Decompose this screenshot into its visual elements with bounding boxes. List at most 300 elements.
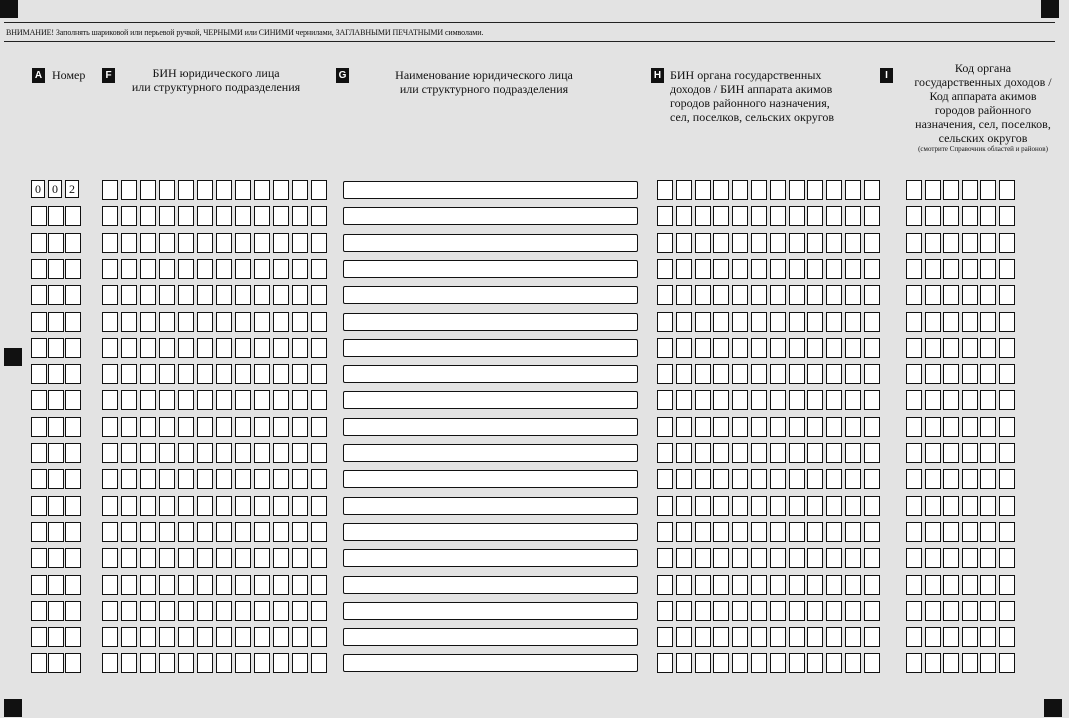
revenue-bin-cell[interactable]	[864, 627, 880, 647]
revenue-bin-cell[interactable]	[732, 364, 748, 384]
bin-cell[interactable]	[140, 575, 156, 595]
bin-cell[interactable]	[311, 522, 327, 542]
revenue-bin-cell[interactable]	[845, 233, 861, 253]
number-cell[interactable]	[31, 575, 47, 595]
number-cell[interactable]	[31, 548, 47, 568]
revenue-bin-cell[interactable]	[845, 469, 861, 489]
revenue-bin-cell[interactable]	[864, 601, 880, 621]
number-cell[interactable]	[48, 285, 64, 305]
bin-cell[interactable]	[254, 627, 270, 647]
revenue-bin-cell[interactable]	[770, 206, 786, 226]
revenue-bin-cell[interactable]	[657, 443, 673, 463]
revenue-bin-cell[interactable]	[826, 206, 842, 226]
revenue-code-cell[interactable]	[999, 548, 1015, 568]
revenue-bin-cell[interactable]	[845, 259, 861, 279]
entity-name-field[interactable]	[343, 602, 638, 620]
revenue-code-cell[interactable]	[925, 259, 941, 279]
revenue-bin-cell[interactable]	[807, 338, 823, 358]
bin-cell[interactable]	[273, 285, 289, 305]
bin-cell[interactable]	[254, 312, 270, 332]
bin-cell[interactable]	[197, 285, 213, 305]
bin-cell[interactable]	[178, 601, 194, 621]
revenue-bin-cell[interactable]	[789, 206, 805, 226]
bin-cell[interactable]	[235, 522, 251, 542]
number-cell[interactable]	[65, 285, 81, 305]
bin-cell[interactable]	[178, 338, 194, 358]
bin-cell[interactable]	[273, 496, 289, 516]
revenue-bin-cell[interactable]	[713, 180, 729, 200]
bin-cell[interactable]	[311, 233, 327, 253]
bin-cell[interactable]	[140, 469, 156, 489]
revenue-bin-cell[interactable]	[695, 522, 711, 542]
revenue-bin-cell[interactable]	[695, 601, 711, 621]
bin-cell[interactable]	[273, 417, 289, 437]
revenue-code-cell[interactable]	[943, 627, 959, 647]
revenue-bin-cell[interactable]	[845, 312, 861, 332]
revenue-bin-cell[interactable]	[845, 338, 861, 358]
revenue-bin-cell[interactable]	[751, 443, 767, 463]
entity-name-field[interactable]	[343, 207, 638, 225]
revenue-bin-cell[interactable]	[695, 180, 711, 200]
revenue-bin-cell[interactable]	[789, 627, 805, 647]
revenue-bin-cell[interactable]	[845, 496, 861, 516]
revenue-bin-cell[interactable]	[695, 417, 711, 437]
bin-cell[interactable]	[197, 469, 213, 489]
revenue-code-cell[interactable]	[980, 180, 996, 200]
bin-cell[interactable]	[235, 469, 251, 489]
revenue-bin-cell[interactable]	[676, 180, 692, 200]
revenue-code-cell[interactable]	[962, 417, 978, 437]
revenue-bin-cell[interactable]	[657, 653, 673, 673]
bin-cell[interactable]	[159, 180, 175, 200]
revenue-bin-cell[interactable]	[713, 496, 729, 516]
revenue-bin-cell[interactable]	[789, 364, 805, 384]
number-cell[interactable]	[65, 548, 81, 568]
revenue-code-cell[interactable]	[999, 653, 1015, 673]
revenue-bin-cell[interactable]	[864, 443, 880, 463]
bin-cell[interactable]	[216, 469, 232, 489]
bin-cell[interactable]	[178, 469, 194, 489]
bin-cell[interactable]	[235, 259, 251, 279]
bin-cell[interactable]	[121, 338, 137, 358]
bin-cell[interactable]	[102, 575, 118, 595]
revenue-code-cell[interactable]	[906, 575, 922, 595]
bin-cell[interactable]	[254, 206, 270, 226]
bin-cell[interactable]	[121, 233, 137, 253]
bin-cell[interactable]	[216, 364, 232, 384]
bin-cell[interactable]	[292, 206, 308, 226]
number-cell[interactable]	[48, 259, 64, 279]
revenue-code-cell[interactable]	[999, 575, 1015, 595]
revenue-code-cell[interactable]	[962, 233, 978, 253]
revenue-code-cell[interactable]	[943, 233, 959, 253]
revenue-code-cell[interactable]	[925, 548, 941, 568]
number-cell[interactable]	[48, 206, 64, 226]
bin-cell[interactable]	[311, 627, 327, 647]
bin-cell[interactable]	[159, 496, 175, 516]
revenue-code-cell[interactable]	[925, 627, 941, 647]
number-cell[interactable]	[65, 259, 81, 279]
number-cell[interactable]	[48, 496, 64, 516]
number-cell[interactable]	[31, 390, 47, 410]
revenue-bin-cell[interactable]	[770, 653, 786, 673]
revenue-code-cell[interactable]	[980, 233, 996, 253]
revenue-bin-cell[interactable]	[864, 575, 880, 595]
bin-cell[interactable]	[197, 390, 213, 410]
revenue-bin-cell[interactable]	[807, 206, 823, 226]
revenue-code-cell[interactable]	[999, 443, 1015, 463]
number-cell[interactable]	[65, 364, 81, 384]
revenue-bin-cell[interactable]	[751, 364, 767, 384]
number-cell[interactable]	[65, 417, 81, 437]
revenue-code-cell[interactable]	[943, 443, 959, 463]
revenue-code-cell[interactable]	[943, 469, 959, 489]
revenue-code-cell[interactable]	[980, 312, 996, 332]
revenue-code-cell[interactable]	[980, 548, 996, 568]
bin-cell[interactable]	[159, 469, 175, 489]
bin-cell[interactable]	[102, 443, 118, 463]
revenue-bin-cell[interactable]	[770, 522, 786, 542]
number-cell[interactable]: 0	[31, 180, 45, 198]
revenue-bin-cell[interactable]	[657, 469, 673, 489]
bin-cell[interactable]	[273, 364, 289, 384]
bin-cell[interactable]	[121, 653, 137, 673]
revenue-code-cell[interactable]	[962, 259, 978, 279]
bin-cell[interactable]	[197, 259, 213, 279]
bin-cell[interactable]	[121, 364, 137, 384]
revenue-code-cell[interactable]	[943, 338, 959, 358]
bin-cell[interactable]	[102, 285, 118, 305]
bin-cell[interactable]	[178, 627, 194, 647]
bin-cell[interactable]	[178, 206, 194, 226]
bin-cell[interactable]	[178, 364, 194, 384]
bin-cell[interactable]	[235, 180, 251, 200]
bin-cell[interactable]	[159, 417, 175, 437]
revenue-bin-cell[interactable]	[864, 285, 880, 305]
revenue-bin-cell[interactable]	[713, 443, 729, 463]
revenue-bin-cell[interactable]	[695, 338, 711, 358]
revenue-code-cell[interactable]	[980, 285, 996, 305]
revenue-bin-cell[interactable]	[732, 548, 748, 568]
revenue-bin-cell[interactable]	[770, 390, 786, 410]
revenue-code-cell[interactable]	[906, 601, 922, 621]
revenue-bin-cell[interactable]	[845, 575, 861, 595]
number-cell[interactable]	[31, 601, 47, 621]
number-cell[interactable]	[31, 364, 47, 384]
revenue-code-cell[interactable]	[925, 496, 941, 516]
revenue-bin-cell[interactable]	[695, 233, 711, 253]
revenue-bin-cell[interactable]	[864, 364, 880, 384]
bin-cell[interactable]	[254, 601, 270, 621]
bin-cell[interactable]	[292, 417, 308, 437]
bin-cell[interactable]	[254, 548, 270, 568]
number-cell[interactable]: 0	[48, 180, 62, 198]
bin-cell[interactable]	[273, 601, 289, 621]
bin-cell[interactable]	[102, 496, 118, 516]
revenue-bin-cell[interactable]	[789, 417, 805, 437]
bin-cell[interactable]	[254, 653, 270, 673]
revenue-bin-cell[interactable]	[751, 469, 767, 489]
bin-cell[interactable]	[254, 575, 270, 595]
revenue-bin-cell[interactable]	[657, 259, 673, 279]
bin-cell[interactable]	[178, 496, 194, 516]
bin-cell[interactable]	[292, 522, 308, 542]
revenue-bin-cell[interactable]	[770, 417, 786, 437]
revenue-code-cell[interactable]	[962, 522, 978, 542]
number-cell[interactable]	[31, 496, 47, 516]
revenue-bin-cell[interactable]	[713, 548, 729, 568]
bin-cell[interactable]	[102, 522, 118, 542]
revenue-bin-cell[interactable]	[845, 206, 861, 226]
revenue-bin-cell[interactable]	[770, 627, 786, 647]
revenue-code-cell[interactable]	[999, 496, 1015, 516]
revenue-bin-cell[interactable]	[807, 180, 823, 200]
bin-cell[interactable]	[216, 417, 232, 437]
number-cell[interactable]	[48, 627, 64, 647]
revenue-bin-cell[interactable]	[845, 180, 861, 200]
revenue-bin-cell[interactable]	[807, 496, 823, 516]
revenue-code-cell[interactable]	[906, 548, 922, 568]
bin-cell[interactable]	[216, 601, 232, 621]
bin-cell[interactable]	[311, 575, 327, 595]
revenue-bin-cell[interactable]	[807, 522, 823, 542]
bin-cell[interactable]	[216, 653, 232, 673]
entity-name-field[interactable]	[343, 391, 638, 409]
revenue-code-cell[interactable]	[906, 233, 922, 253]
revenue-bin-cell[interactable]	[713, 259, 729, 279]
revenue-bin-cell[interactable]	[676, 443, 692, 463]
number-cell[interactable]	[48, 601, 64, 621]
bin-cell[interactable]	[216, 443, 232, 463]
bin-cell[interactable]	[178, 312, 194, 332]
revenue-bin-cell[interactable]	[751, 601, 767, 621]
bin-cell[interactable]	[235, 233, 251, 253]
bin-cell[interactable]	[235, 627, 251, 647]
revenue-bin-cell[interactable]	[807, 443, 823, 463]
bin-cell[interactable]	[102, 417, 118, 437]
revenue-bin-cell[interactable]	[751, 496, 767, 516]
bin-cell[interactable]	[235, 496, 251, 516]
bin-cell[interactable]	[121, 496, 137, 516]
revenue-bin-cell[interactable]	[789, 653, 805, 673]
revenue-bin-cell[interactable]	[695, 285, 711, 305]
bin-cell[interactable]	[311, 417, 327, 437]
bin-cell[interactable]	[197, 364, 213, 384]
revenue-code-cell[interactable]	[980, 390, 996, 410]
bin-cell[interactable]	[140, 233, 156, 253]
bin-cell[interactable]	[311, 469, 327, 489]
revenue-code-cell[interactable]	[925, 390, 941, 410]
revenue-bin-cell[interactable]	[732, 575, 748, 595]
entity-name-field[interactable]	[343, 628, 638, 646]
revenue-code-cell[interactable]	[980, 259, 996, 279]
bin-cell[interactable]	[216, 390, 232, 410]
bin-cell[interactable]	[140, 180, 156, 200]
revenue-bin-cell[interactable]	[657, 548, 673, 568]
revenue-code-cell[interactable]	[999, 601, 1015, 621]
bin-cell[interactable]	[140, 496, 156, 516]
revenue-bin-cell[interactable]	[864, 233, 880, 253]
bin-cell[interactable]	[292, 443, 308, 463]
revenue-bin-cell[interactable]	[713, 417, 729, 437]
revenue-bin-cell[interactable]	[864, 417, 880, 437]
revenue-bin-cell[interactable]	[695, 259, 711, 279]
bin-cell[interactable]	[140, 548, 156, 568]
revenue-code-cell[interactable]	[925, 653, 941, 673]
bin-cell[interactable]	[140, 417, 156, 437]
revenue-bin-cell[interactable]	[713, 627, 729, 647]
revenue-bin-cell[interactable]	[770, 601, 786, 621]
bin-cell[interactable]	[140, 443, 156, 463]
number-cell[interactable]	[65, 601, 81, 621]
bin-cell[interactable]	[197, 575, 213, 595]
revenue-bin-cell[interactable]	[789, 575, 805, 595]
revenue-bin-cell[interactable]	[807, 417, 823, 437]
bin-cell[interactable]	[273, 206, 289, 226]
bin-cell[interactable]	[140, 206, 156, 226]
bin-cell[interactable]	[121, 312, 137, 332]
bin-cell[interactable]	[159, 206, 175, 226]
bin-cell[interactable]	[311, 653, 327, 673]
revenue-bin-cell[interactable]	[713, 390, 729, 410]
revenue-code-cell[interactable]	[980, 338, 996, 358]
bin-cell[interactable]	[197, 180, 213, 200]
bin-cell[interactable]	[273, 469, 289, 489]
revenue-code-cell[interactable]	[906, 653, 922, 673]
bin-cell[interactable]	[197, 443, 213, 463]
revenue-bin-cell[interactable]	[789, 522, 805, 542]
revenue-code-cell[interactable]	[980, 575, 996, 595]
revenue-bin-cell[interactable]	[826, 575, 842, 595]
bin-cell[interactable]	[254, 180, 270, 200]
bin-cell[interactable]	[121, 390, 137, 410]
number-cell[interactable]	[31, 338, 47, 358]
revenue-bin-cell[interactable]	[826, 285, 842, 305]
revenue-bin-cell[interactable]	[826, 627, 842, 647]
revenue-code-cell[interactable]	[999, 469, 1015, 489]
revenue-code-cell[interactable]	[980, 522, 996, 542]
revenue-bin-cell[interactable]	[826, 180, 842, 200]
number-cell[interactable]	[48, 233, 64, 253]
bin-cell[interactable]	[311, 259, 327, 279]
revenue-code-cell[interactable]	[925, 285, 941, 305]
bin-cell[interactable]	[102, 312, 118, 332]
entity-name-field[interactable]	[343, 549, 638, 567]
bin-cell[interactable]	[273, 627, 289, 647]
revenue-bin-cell[interactable]	[695, 469, 711, 489]
bin-cell[interactable]	[121, 522, 137, 542]
revenue-code-cell[interactable]	[962, 180, 978, 200]
revenue-bin-cell[interactable]	[732, 601, 748, 621]
bin-cell[interactable]	[311, 548, 327, 568]
number-cell[interactable]	[65, 390, 81, 410]
revenue-bin-cell[interactable]	[826, 522, 842, 542]
revenue-bin-cell[interactable]	[676, 496, 692, 516]
bin-cell[interactable]	[178, 548, 194, 568]
revenue-bin-cell[interactable]	[789, 285, 805, 305]
revenue-bin-cell[interactable]	[826, 443, 842, 463]
revenue-bin-cell[interactable]	[826, 312, 842, 332]
revenue-code-cell[interactable]	[943, 548, 959, 568]
bin-cell[interactable]	[102, 233, 118, 253]
number-cell[interactable]	[48, 390, 64, 410]
revenue-bin-cell[interactable]	[826, 469, 842, 489]
revenue-code-cell[interactable]	[962, 364, 978, 384]
revenue-bin-cell[interactable]	[770, 575, 786, 595]
revenue-code-cell[interactable]	[925, 469, 941, 489]
entity-name-field[interactable]	[343, 444, 638, 462]
bin-cell[interactable]	[159, 548, 175, 568]
revenue-bin-cell[interactable]	[864, 180, 880, 200]
revenue-bin-cell[interactable]	[789, 469, 805, 489]
number-cell[interactable]	[65, 469, 81, 489]
revenue-bin-cell[interactable]	[713, 575, 729, 595]
bin-cell[interactable]	[235, 364, 251, 384]
revenue-code-cell[interactable]	[925, 206, 941, 226]
revenue-code-cell[interactable]	[999, 338, 1015, 358]
bin-cell[interactable]	[121, 180, 137, 200]
revenue-bin-cell[interactable]	[826, 548, 842, 568]
bin-cell[interactable]	[311, 285, 327, 305]
revenue-bin-cell[interactable]	[657, 575, 673, 595]
revenue-code-cell[interactable]	[962, 338, 978, 358]
bin-cell[interactable]	[121, 259, 137, 279]
entity-name-field[interactable]	[343, 234, 638, 252]
revenue-bin-cell[interactable]	[751, 653, 767, 673]
revenue-code-cell[interactable]	[980, 443, 996, 463]
bin-cell[interactable]	[254, 469, 270, 489]
bin-cell[interactable]	[292, 548, 308, 568]
bin-cell[interactable]	[292, 601, 308, 621]
number-cell[interactable]	[65, 575, 81, 595]
bin-cell[interactable]	[102, 627, 118, 647]
revenue-bin-cell[interactable]	[657, 338, 673, 358]
bin-cell[interactable]	[311, 338, 327, 358]
revenue-code-cell[interactable]	[943, 364, 959, 384]
entity-name-field[interactable]	[343, 181, 638, 199]
entity-name-field[interactable]	[343, 260, 638, 278]
number-cell[interactable]	[31, 312, 47, 332]
revenue-bin-cell[interactable]	[657, 364, 673, 384]
revenue-bin-cell[interactable]	[864, 522, 880, 542]
bin-cell[interactable]	[121, 469, 137, 489]
revenue-bin-cell[interactable]	[751, 338, 767, 358]
bin-cell[interactable]	[273, 233, 289, 253]
bin-cell[interactable]	[235, 548, 251, 568]
bin-cell[interactable]	[102, 259, 118, 279]
revenue-code-cell[interactable]	[943, 285, 959, 305]
revenue-code-cell[interactable]	[999, 259, 1015, 279]
bin-cell[interactable]	[311, 180, 327, 200]
number-cell[interactable]	[65, 443, 81, 463]
revenue-code-cell[interactable]	[962, 575, 978, 595]
revenue-bin-cell[interactable]	[695, 390, 711, 410]
revenue-bin-cell[interactable]	[864, 653, 880, 673]
revenue-bin-cell[interactable]	[789, 496, 805, 516]
revenue-code-cell[interactable]	[906, 417, 922, 437]
revenue-bin-cell[interactable]	[657, 496, 673, 516]
revenue-code-cell[interactable]	[943, 496, 959, 516]
revenue-code-cell[interactable]	[943, 180, 959, 200]
bin-cell[interactable]	[102, 469, 118, 489]
bin-cell[interactable]	[159, 312, 175, 332]
revenue-bin-cell[interactable]	[807, 259, 823, 279]
revenue-bin-cell[interactable]	[695, 548, 711, 568]
number-cell[interactable]	[48, 522, 64, 542]
revenue-bin-cell[interactable]	[676, 233, 692, 253]
revenue-bin-cell[interactable]	[845, 443, 861, 463]
bin-cell[interactable]	[235, 338, 251, 358]
